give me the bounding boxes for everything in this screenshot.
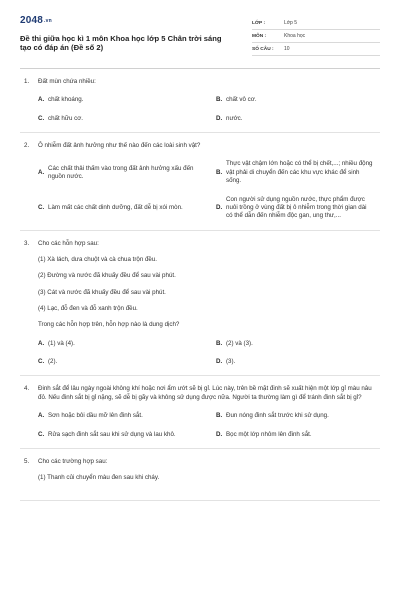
- option-text: Rửa sạch đinh sắt sau khi sử dụng và lau khô.: [48, 430, 176, 438]
- question-header: [20, 142, 380, 150]
- question-line: (1) Xà lách, dưa chuột và cà chua trộn đều.: [38, 255, 158, 263]
- question-text: Cho các trường hợp sau:: [38, 457, 108, 465]
- question-number: 1.: [24, 78, 30, 85]
- question-header: [20, 240, 380, 248]
- option-text: chất hữu cơ.: [48, 114, 84, 122]
- option-letter: C.: [38, 430, 45, 438]
- answer-options: [20, 96, 380, 123]
- meta-value: 10: [284, 46, 290, 53]
- question-number: 4.: [24, 385, 30, 393]
- question-line: Trong các hỗn hợp trên, hỗn hợp nào là dung dịch?: [38, 321, 180, 329]
- answer-option[interactable]: [38, 115, 202, 123]
- answer-options: [20, 160, 380, 220]
- question-item: [20, 231, 380, 377]
- option-letter: D.: [216, 358, 223, 366]
- question-body: [20, 256, 380, 330]
- option-text: (1) và (4).: [48, 339, 75, 347]
- question-list: [20, 69, 380, 501]
- answer-option[interactable]: [38, 412, 202, 420]
- question-line: (4) Lạc, đỗ đen và đỗ xanh trộn đều.: [38, 305, 138, 313]
- option-letter: B.: [216, 339, 223, 347]
- option-text: nước.: [226, 114, 243, 122]
- answer-option[interactable]: [216, 160, 380, 185]
- option-letter: A.: [38, 96, 45, 104]
- question-header: [20, 78, 380, 86]
- option-text: Làm mất các chất dinh dưỡng, đất dễ bị xói mòn.: [48, 203, 183, 211]
- option-letter: B.: [216, 168, 223, 176]
- option-letter: A.: [38, 412, 45, 420]
- answer-options: [20, 340, 380, 367]
- logo-tld: .vn: [44, 18, 52, 24]
- meta-label: SỐ CÂU :: [252, 46, 274, 52]
- answer-option[interactable]: [38, 160, 202, 185]
- question-number: 3.: [24, 239, 30, 247]
- logo-text: 2048: [20, 15, 44, 26]
- answer-option[interactable]: [216, 115, 380, 123]
- question-line: (1) Thanh củi chuyển màu đen sau khi cháy.: [38, 474, 160, 482]
- option-text: Thực vật chậm lớn hoặc có thể bị chết,...; nhiều động vật phải di chuyển đến các khu vực khác để sinh sống.: [226, 160, 373, 185]
- question-text: Ô nhiễm đất ảnh hưởng như thế nào đến các loài sinh vật?: [38, 142, 201, 150]
- question-item: [20, 69, 380, 133]
- option-text: chất khoáng.: [48, 96, 84, 104]
- question-text: Đinh sắt để lâu ngày ngoài không khí hoặc nơi ẩm ướt sẽ bị gỉ. Lúc này, trên bề mặt đinh sẽ xuất hiện một lớp gỉ màu nâu đỏ. Nếu đinh sắt bị gỉ nặng, sẽ dễ bị gãy và không sử dụng được nữa. Người ta thường làm gì để tránh đinh sắt bị gỉ?: [38, 385, 372, 401]
- page-title: Đề thi giữa học kì 1 môn Khoa học lớp 5 Chân trời sáng tạo có đáp án (Đề số 2): [20, 33, 222, 53]
- answer-option[interactable]: [216, 358, 380, 366]
- answer-options: [20, 412, 380, 439]
- question-line: (3) Cát và nước đã khuấy đều để sau vài phút.: [38, 288, 166, 296]
- option-letter: D.: [216, 430, 223, 438]
- option-text: chất vô cơ.: [226, 96, 257, 104]
- option-letter: C.: [38, 358, 45, 366]
- question-item: [20, 133, 380, 231]
- header: [20, 14, 380, 56]
- meta-label: LỚP :: [252, 20, 266, 26]
- option-text: (2).: [48, 358, 58, 366]
- option-text: (3).: [226, 358, 236, 366]
- meta-label: MÔN :: [252, 33, 267, 39]
- answer-option[interactable]: [216, 196, 380, 221]
- answer-option[interactable]: [38, 431, 202, 439]
- option-letter: A.: [38, 339, 45, 347]
- question-item: [20, 376, 380, 448]
- answer-option[interactable]: [216, 412, 380, 420]
- option-text: (2) và (3).: [226, 339, 253, 347]
- question-number: 2.: [24, 142, 30, 150]
- question-number: 5.: [24, 457, 30, 465]
- question-line: (2) Đường và nước đã khuấy đều để sau vài phút.: [38, 272, 176, 280]
- answer-option[interactable]: [216, 340, 380, 348]
- answer-option[interactable]: [216, 96, 380, 104]
- option-letter: A.: [38, 168, 45, 176]
- option-letter: D.: [216, 114, 223, 122]
- meta-value: Lớp 5: [284, 20, 298, 27]
- option-text: Con người sử dụng nguồn nước, thực phẩm được nuôi trồng ở vùng đất bị ô nhiễm trong thời gian dài có thể dẫn đến nhiễm độc gan, ung thư,...: [226, 195, 367, 220]
- answer-option[interactable]: [38, 96, 202, 104]
- question-item: [20, 449, 380, 501]
- answer-option[interactable]: [38, 196, 202, 221]
- answer-option[interactable]: [38, 358, 202, 366]
- option-letter: B.: [216, 412, 223, 420]
- option-letter: D.: [216, 203, 223, 211]
- option-letter: C.: [38, 114, 45, 122]
- meta-row-count: [252, 43, 380, 56]
- answer-option[interactable]: [38, 340, 202, 348]
- meta-table: [252, 17, 380, 56]
- meta-row-subject: [252, 30, 380, 43]
- question-text: Cho các hỗn hợp sau:: [38, 239, 99, 247]
- header-left: [20, 14, 235, 56]
- option-text: Bọc một lớp nhôm lên đinh sắt.: [226, 430, 312, 438]
- meta-value: Khoa học: [284, 33, 306, 40]
- question-body: [20, 474, 380, 482]
- site-logo[interactable]: [20, 14, 235, 28]
- option-text: Các chất thải thấm vào trong đất ảnh hưởng xấu đến nguồn nước.: [48, 164, 194, 180]
- option-text: Sơn hoặc bôi dầu mỡ lên đinh sắt.: [48, 412, 143, 420]
- answer-option[interactable]: [216, 431, 380, 439]
- question-header: [20, 458, 380, 466]
- question-text: Đất mùn chứa nhiều:: [38, 78, 96, 85]
- option-letter: C.: [38, 203, 45, 211]
- question-header: [20, 385, 380, 402]
- meta-row-grade: [252, 17, 380, 30]
- option-letter: B.: [216, 96, 223, 104]
- option-text: Đun nóng đinh sắt trước khi sử dụng.: [226, 412, 329, 420]
